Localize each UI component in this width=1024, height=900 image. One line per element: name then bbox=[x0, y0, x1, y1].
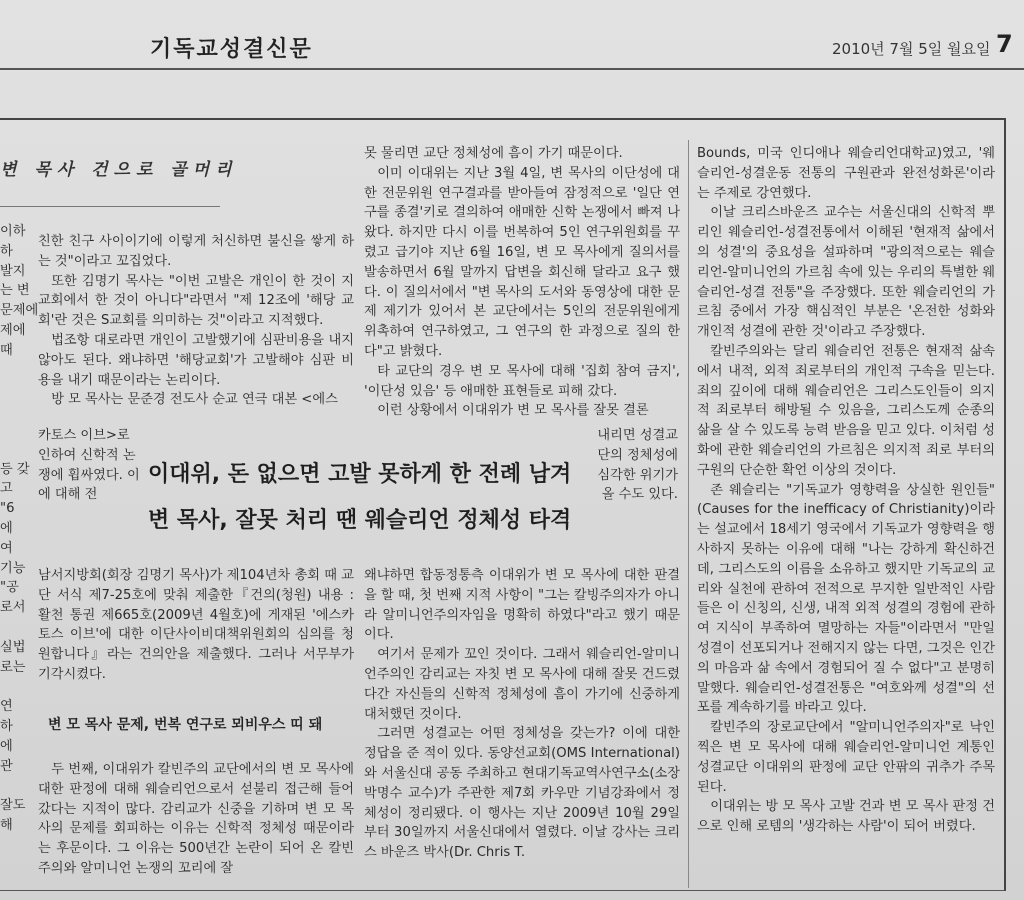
paragraph: 칼빈주의 장로교단에서 "알미니언주의자"로 낙인찍은 변 모 목사에 대해 웨슬리언-알미니언 계통인 성결교단 이대위의 판정에 교단 안팎의 귀추가 주목된다. bbox=[697, 720, 995, 795]
paragraph: Bounds, 미국 인디애나 웨슬리언대학교)였고, '웨슬리언-성결운동 전통의 구원관과 완전성화론'이라는 주제로 강연했다. bbox=[697, 146, 995, 201]
subheading: 변 모 목사 문제, 번복 연구로 뫼비우스 띠 돼 bbox=[48, 717, 323, 733]
paragraph: 타 교단의 경우 변 모 목사에 대해 '집회 참여 금지', '이단성 있음' 등 애매한 표현들로 피해 갔다. bbox=[364, 363, 680, 399]
paragraph: 그러면 성결교는 어떤 정체성을 갖는가? 이에 대한 정답을 준 적이 있다. 동양선교회(OMS International)와 서울신대 공동 주최하고 현대기독교역사연구소(소장 박명수 교수)가 주관한 제7회 카우만 기념강좌에서 정체성이 정리됐다. 이 행사는 지난 2009년 10월 29일부터 30일까지 서울신대에서 열렸다. 이날 강사는 크리스 바운즈 박사(Dr. Chris T. bbox=[364, 726, 680, 861]
article-column-1-bottom bbox=[38, 760, 354, 879]
cutoff-line: 관 bbox=[0, 758, 13, 774]
cutoff-line: 하 bbox=[0, 243, 13, 259]
cutoff-column bbox=[0, 222, 39, 836]
paragraph: 두 번째, 이대위가 칼빈주의 교단에서의 변 모 목사에 대한 판정에 대해 웨슬리언으로서 섣불리 접근해 들어갔다는 지적이 많다. 감리교가 신중을 기하며 변 모 목사의 문제를 회피하는 이유는 신학적 정체성 때문이라는 후문이다. 그 이유는 500년간 논란이 되어 온 칼빈주의와 알미니언 논쟁의 꼬리에 잘 bbox=[38, 762, 354, 876]
main-headline bbox=[148, 452, 588, 544]
paragraph: 남서지방회(회장 김명기 목사)가 제104년차 총회 때 교단 서식 제7-25호에 맞춰 제출한『건의(청원) 내용 : 활천 통권 제665호(2009년 4월호)에 게재된 '에스카토스 이브'에 대한 이단사이비대책위원회의 심의를 청원합니다』라는 건의안을 제출했다. 그러나 서무부가 기각시켰다. bbox=[38, 568, 354, 682]
cutoff-line: 잘도 bbox=[0, 798, 26, 814]
paragraph: 방 모 목사는 문준경 전도사 순교 연극 대본 <에스 bbox=[51, 392, 338, 408]
cutoff-line: 발지 bbox=[0, 263, 26, 279]
cutoff-line bbox=[0, 400, 28, 420]
paragraph: 못 물리면 교단 정체성에 흠이 가기 때문이다. bbox=[364, 146, 623, 161]
cutoff-line: 는 변 bbox=[0, 283, 30, 299]
cutoff-line bbox=[0, 440, 28, 460]
article-column-2 bbox=[364, 144, 680, 421]
cutoff-line: 실법 bbox=[0, 639, 26, 655]
cutoff-line bbox=[0, 776, 28, 796]
article-column-1 bbox=[38, 232, 354, 410]
cutoff-line: 해 bbox=[0, 817, 13, 833]
cutoff-line bbox=[0, 420, 28, 440]
column-divider bbox=[688, 140, 689, 888]
cutoff-line bbox=[0, 361, 28, 381]
paragraph: 친한 친구 사이이기에 이렇게 처신하면 불신을 쌓게 하는 것"이라고 꼬집었다. bbox=[38, 234, 354, 269]
kicker-headline: 변 목사 건으로 골머리 bbox=[0, 160, 238, 180]
paragraph: 칼빈주의와는 달리 웨슬리언 전통은 현재적 삶속에서 내적, 외적 죄로부터의 개인적 구속을 믿는다. 죄의 깊이에 대해 웨슬리언은 그리스도인들이 의지적 죄로부터 해방될 수 있음을, 그리스도께 순종의 삶을 살 수 있도록 능력 받음을 믿고 있다. 이처럼 성화에 관한 웨슬리언의 가르침은 의지적 죄로 부터의 구원의 단순한 확언 이상의 것이다. bbox=[697, 343, 995, 478]
wrap-text-right: 내리면 성결교단의 정체성에 심각한 위기가 올 수도 있다. bbox=[597, 428, 678, 503]
paragraph: 이날 크리스바운즈 교수는 서울신대의 신학적 뿌리인 웨슬리언-성결전통에서 이해된 '현재적 삶에서의 성결'의 중요성을 설파하며 "광의적으로는 웨슬리언-알미니언의 가르침 속에 있는 우리의 특별한 웨슬리언-성결 전통"을 주장했다. 또한 웨슬리언의 가르침 중에서 가장 핵심적인 부분은 '온전한 성화와 개인적 성결에 관한 것'이라고 주장했다. bbox=[697, 205, 995, 340]
cutoff-line: 문제에 bbox=[0, 303, 39, 319]
cutoff-line: 제에 bbox=[0, 322, 26, 338]
headline-line-1: 이대위, 돈 없으면 고발 못하게 한 전례 남겨 bbox=[148, 462, 572, 487]
masthead-rule bbox=[0, 68, 1024, 70]
paragraph: 여기서 문제가 꼬인 것이다. 그래서 웨슬리언-알미니언주의인 감리교는 자칫 변 모 목사에 대해 잘못 건드렸다간 자신들의 신학적 정체성에 흠이 가기에 신중하게 대처했던 것이다. bbox=[364, 647, 680, 722]
article-column-3 bbox=[697, 144, 995, 837]
cutoff-line: 에 bbox=[0, 738, 13, 754]
page-number: 7 bbox=[996, 30, 1013, 58]
cutoff-line: "6 bbox=[0, 501, 15, 517]
paragraph: 이미 이대위는 지난 3월 4일, 변 목사의 이단성에 대한 전문위원 연구결과를 받아들여 잠정적으로 '일단 연구를 종결'키로 결의하여 애매한 신학 논쟁에서 빠져 나왔다. 하지만 다시 이를 번복하여 5인 연구위원회를 꾸렸고 급기야 지난 6월 16일, 변 모 목사에게 질의서를 발송하면서 6월 말까지 답변을 회신해 달라고 요구 했다. 이 질의서에서 "변 목사의 도서와 동영상에 대한 문제 제기가 있어서 본 교단에서는 5인의 전문위원에게 위촉하여 연구하였고, 그 연구의 한 과정으로 질의 한다"고 밝혔다. bbox=[364, 165, 680, 359]
wrap-text-left: 카토스 이브>로 인하여 신학적 논쟁에 휩싸였다. 이에 대해 전 bbox=[38, 428, 140, 503]
cutoff-line: 때 bbox=[0, 342, 13, 358]
cutoff-line: "공 bbox=[0, 580, 19, 596]
cutoff-line: 로서 bbox=[0, 600, 26, 616]
cutoff-line bbox=[0, 380, 28, 400]
paragraph: 왜냐하면 합동정통측 이대위가 변 모 목사에 대한 판결을 할 때, 첫 번째 지적 사항이 "그는 칼빙주의자가 아니라 알미니언주의자임을 명확히 하였다"라고 했기 때문이다. bbox=[364, 568, 680, 643]
cutoff-line: 이하 bbox=[0, 224, 26, 239]
kicker-rule bbox=[0, 206, 220, 207]
headline-line-2: 변 목사, 잘못 처리 땐 웨슬리언 정체성 타격 bbox=[148, 508, 572, 533]
article-column-2-cont bbox=[364, 566, 680, 863]
cutoff-line: 등 갖 bbox=[0, 461, 30, 477]
article-column-1-cont bbox=[38, 566, 354, 685]
cutoff-line: 고 bbox=[0, 481, 13, 497]
cutoff-line: 기능 bbox=[0, 560, 26, 576]
cutoff-line: 연 bbox=[0, 699, 13, 715]
cutoff-line bbox=[0, 618, 28, 638]
paragraph: 법조항 대로라면 개인이 고발했기에 심판비용을 내지 않아도 된다. 왜냐하면 '해당교회'가 고발해야 심판 비용을 내기 때문이라는 논리이다. bbox=[38, 332, 354, 388]
newspaper-name: 기독교성결신문 bbox=[150, 37, 313, 62]
paragraph: 존 웨슬리는 "기독교가 영향력을 상실한 원인들"(Causes for the inefficacy of Christianity)이라는 설교에서 18세기 영국에서 기독교가 영향력을 행사하지 못하는 이유에 대해 "나는 강하게 확신하건데, 그리스도의 이름을 소유하고 했지만 기독교의 교리와 실천에 관하여 전적으로 무지한 일반적인 사람들은 이 신칭의, 신생, 내적 외적 성결의 경험에 관하여 지식이 부족하여 멸망하는 자들"이라면서 "만일 성결이 선포되거나 전해지지 않는 다면, 그것은 인간의 마음과 삶 속에서 경험되어 질 수 없다"고 분명히 말했다. 웨슬리언-성결전통은 "여호와께 성결"의 선포를 계속하기를 바라고 있다. bbox=[697, 482, 995, 716]
cutoff-line bbox=[0, 677, 28, 697]
cutoff-line: 하 bbox=[0, 718, 13, 734]
paragraph: 이런 상황에서 이대위가 변 모 목사를 잘못 결론 bbox=[377, 403, 649, 419]
issue-date: 2010년 7월 5일 월요일 bbox=[832, 40, 991, 58]
paragraph: 이대위는 방 모 목사 고발 건과 변 모 목사 판정 건으로 인해 로템의 '생각하는 사람'이 되어 버렸다. bbox=[697, 799, 995, 835]
cutoff-line: 로는 bbox=[0, 659, 26, 675]
paragraph: 또한 김명기 목사는 "이번 고발은 개인이 한 것이 지 교회에서 한 것이 아니다"라면서 "제 12조에 '해당 교회'란 것은 S교회를 의미하는 것"이라고 지적했다. bbox=[38, 273, 354, 329]
cutoff-line: 에 bbox=[0, 520, 13, 536]
cutoff-line: 여 bbox=[0, 540, 13, 556]
masthead bbox=[0, 0, 1024, 70]
